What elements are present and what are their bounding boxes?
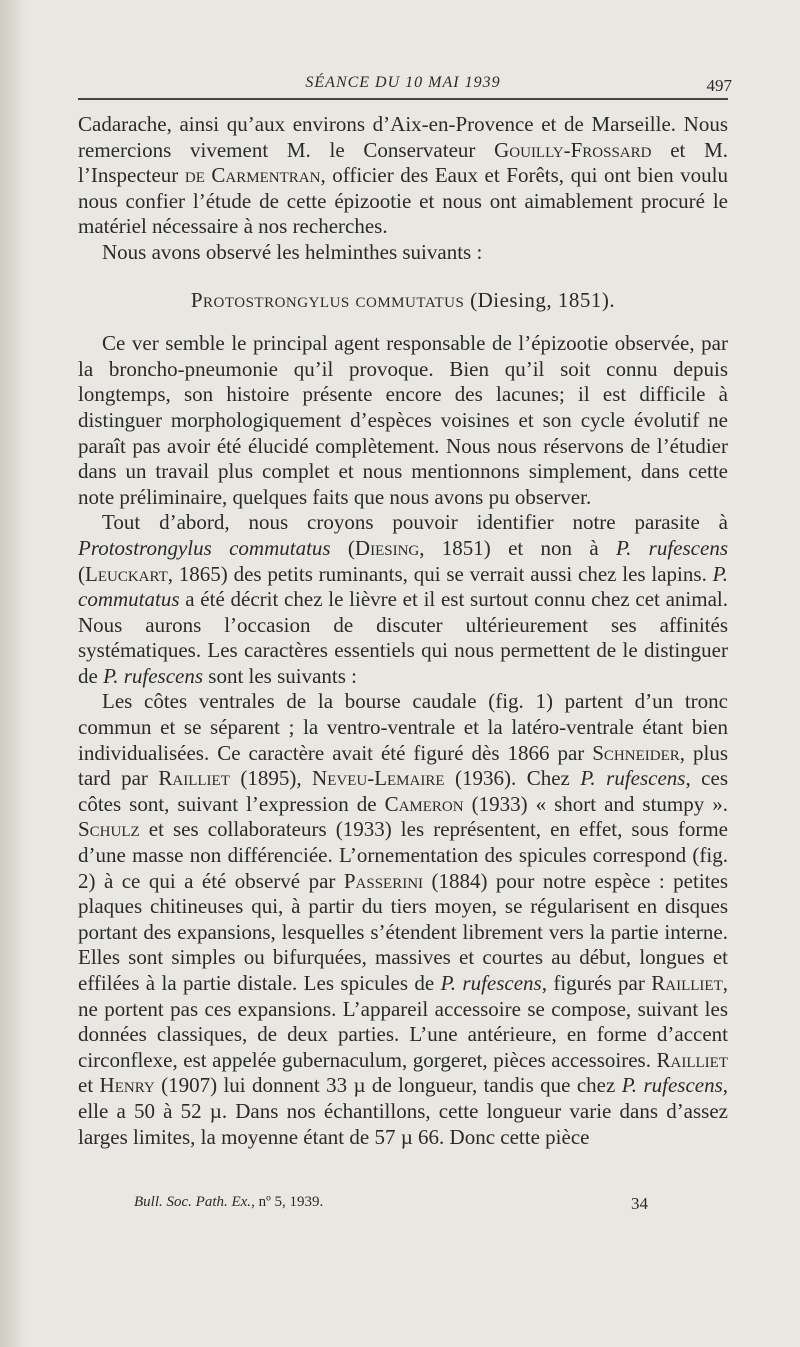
text-run: sont les suivants : [203,663,358,688]
species-name: Protostrongylus commutatus [78,535,331,560]
text-run: (1895), [229,766,313,791]
paragraph-description: Ce ver semble le principal agent responsable de l’épizootie observée, par la broncho-pneumonie qu’il provoque. Bien qu’il soit connu depuis longtemps, son histoire présente encore des lacunes; il est difficile à distinguer morphologiquement d’espèces voisines et son cycle évolutif ne paraît pas avoir été élucidé complètement. Nous nous réservons de l’étudier dans un travail plus complet et nous mentionnons simplement, dans cette note préliminaire, quelques faits que nous avons pu observer. [78,331,728,509]
running-header [78,70,732,100]
heading-authority: (Diesing, 1851). [464,287,616,312]
author-name: de Carmentran [184,163,321,188]
page [78,70,732,1213]
text-run: , plus tard par [78,740,728,791]
running-title: SÉANCE DU 10 MAI 1939 [305,74,501,91]
author-name: Leuckart [85,561,168,586]
text-run: Tout d’abord, nous croyons pouvoir identifier notre parasite à [102,510,728,535]
binding-shadow [0,0,26,1347]
species-name: P. rufescens [616,535,728,560]
journal-title: Bull. Soc. Path. Ex. [134,1194,252,1210]
author-name: Passerini [343,868,424,893]
text-run: et [78,1073,100,1098]
author-name: Railliet [158,766,230,791]
species-name: P. rufescens [103,663,204,688]
text-run: et ses collaborateurs (1933) les représentent, en effet, sous forme d’une masse non différenciée. L’ornementation des spicules correspond (fig. 2) à ce qui a été observé par [78,817,728,893]
text-run: , 1851) et non à [419,535,616,560]
text-run: ( [78,561,85,586]
text-run: , ces côtes sont, suivant l’expression de [78,766,728,816]
text-run: a été décrit chez le lièvre et il est surtout connu chez cet animal. Nous aurons l’occasion de discuter ultérieurement ses affinités systématiques. Les caractères essentiels qui nous permettent de le distinguer de [78,587,728,688]
text-run: et M. l’Inspecteur [78,137,728,188]
paragraph-acknowledgements [78,112,728,240]
paragraph-helminths-intro: Nous avons observé les helminthes suivants : [102,239,483,264]
text-run: Cadarache, ainsi qu’aux environs d’Aix-en-Provence et de Marseille. Nous remercions vivement M. le Conservateur [78,112,728,162]
author-name: Gouilly-Frossard [494,137,652,162]
author-name: Schneider [592,740,680,765]
author-name: Railliet [651,971,723,995]
journal-issue: , nº 5, 1939. [251,1194,324,1210]
author-name: Railliet [656,1047,728,1072]
author-name: Neveu-Lemaire [312,766,445,791]
species-name: Protostrongylus commutatus [190,287,465,312]
text-run: (1933) « short and stumpy ». [463,791,729,816]
author-name: Cameron [384,791,464,816]
author-name: Henry [99,1073,155,1098]
article-body [78,112,728,1150]
species-name: P. rufescens [621,1073,723,1098]
text-run: , elle a 50 à 52 µ. Dans nos échantillons, cette longueur varie dans d’assez larges limites, la moyenne étant de 57 µ 66. Donc cette pièce [78,1073,729,1149]
text-run: , officier des Eaux et Forêts, qui ont bien voulu nous confier l’étude de cette épizootie et nous ont aimablement procuré le matériel nécessaire à nos recherches. [78,163,728,239]
species-name: P. commutatus [78,561,728,612]
sheet-signature: 34 [631,1194,648,1213]
text-run: ( [330,535,355,560]
paragraph-morphology [78,689,728,1150]
author-name: Schulz [78,817,140,842]
text-run: Les côtes ventrales de la bourse caudale (fig. 1) partent d’un tronc commun et se séparent ; la ventro-ventrale et la latéro-ventrale étant bien individualisées. Ce caractère avait été figuré dès 1866 par [78,689,728,765]
paragraph-identification [78,510,728,689]
species-name: P. rufescens [580,766,686,791]
section-heading [78,288,728,314]
text-run: , 1865) des petits ruminants, qui se verrait aussi chez les lapins. [167,561,713,586]
text-run: (1884) pour notre espèce : petites plaques chitineuses qui, à partir du tiers moyen, se régularisent en disques portant des expansions, lesquelles s’étendent librement vers la partie interne. Elles sont simples ou bifurquées, massives et courtes au début, longues et effilées à la partie distale. Les spicules de [78,868,728,995]
text-run: , ne portent pas ces expansions. L’appareil accessoire se compose, suivant les données classiques, de deux parties. L’une antérieure, en forme d’accent circonflexe, est appelée gubernaculum, gorgeret, pièces accessoires. [78,971,728,1072]
species-name: P. rufescens [440,971,542,995]
text-run: (1907) lui donnent 33 µ de longueur, tandis que chez [154,1073,622,1098]
text-run: (1936). Chez [444,766,581,791]
author-name: Diesing [354,535,420,560]
journal-reference [134,1194,323,1211]
page-number: 497 [706,76,732,95]
text-run: , figurés par [541,971,652,995]
